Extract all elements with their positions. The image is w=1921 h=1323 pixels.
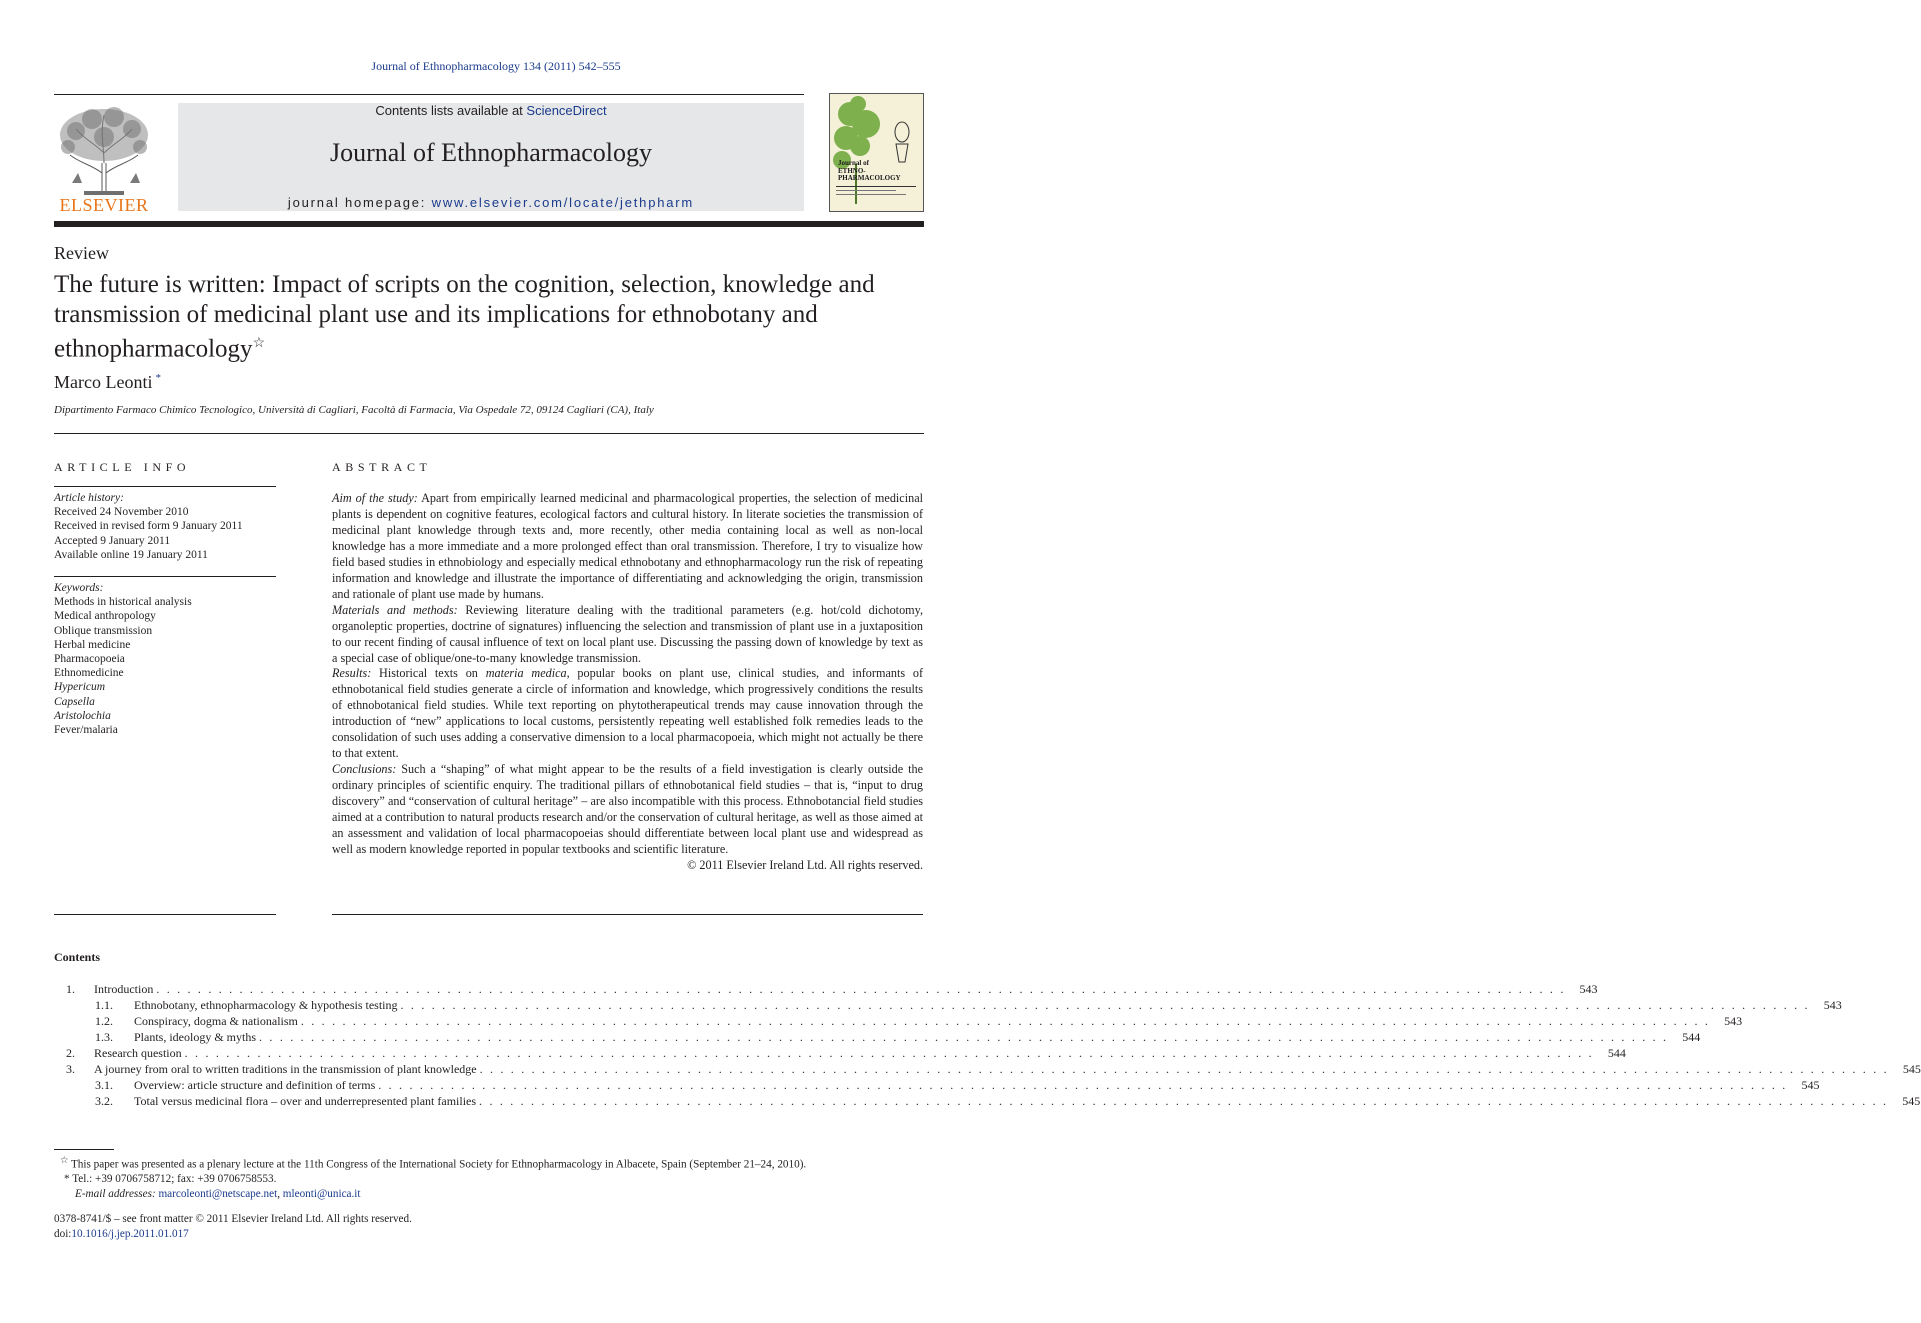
footnote-star-mark: ☆ (60, 1156, 69, 1166)
toc-entry[interactable] (54, 1013, 1743, 1029)
toc-number: 3.1. (95, 1078, 113, 1092)
results-term: materia medica (485, 666, 567, 681)
article-history-label: Article history: (54, 492, 124, 504)
keyword-item: Pharmacopoeia (54, 653, 125, 666)
abstract-results (332, 666, 923, 762)
journal-homepage-line (178, 195, 804, 210)
abstract-heading: ABSTRACT (332, 460, 432, 474)
author-name[interactable]: Marco Leonti (54, 372, 153, 392)
toc-entry[interactable] (54, 1029, 1701, 1045)
toc-page[interactable]: 545 (1902, 1094, 1921, 1108)
toc-number: 2. (66, 1046, 75, 1060)
keyword-item: Fever/malaria (54, 724, 118, 737)
toc-number: 1.3. (95, 1030, 113, 1044)
toc-number: 1.2. (95, 1014, 113, 1028)
title-footnote-mark[interactable]: ☆ (252, 336, 266, 351)
results-text-a: Historical texts on (371, 666, 486, 681)
keywords-label: Keywords: (54, 582, 104, 594)
aim-text: Apart from empirically learned medicinal and pharmacological properties, the selection of medicinal plants is dependent on cognitive features, ecological factors and cultural history. In literate societies the transmission of medicinal plant knowledge through texts and, more recently, other media containing local as well as non-local knowledge has a more immediate and a more prolonged effect than oral transmission. Therefore, I try to visualize how field based studies in ethnobiology and especially medical ethnobotany and ethnopharmacology run the risk of repeating information and knowledge and illustrate the importance of differentiating and acknowledging the origin, transmission and rationale of plant use made by humans. (332, 491, 923, 601)
toc-number: 3. (66, 1062, 75, 1076)
keyword-item: Ethnomedicine (54, 667, 124, 680)
abstract-body (332, 491, 923, 874)
toc-title[interactable]: Introduction (94, 982, 154, 996)
keywords-rule (54, 576, 276, 577)
toc-title[interactable]: Plants, ideology & myths (134, 1030, 257, 1044)
author-line (54, 372, 161, 393)
homepage-label: journal homepage: (287, 195, 432, 210)
toc-entry[interactable] (54, 1061, 1921, 1077)
abstract-aim (332, 491, 923, 603)
history-item: Received 24 November 2010 (54, 506, 189, 519)
email-link[interactable]: marcoleonti@netscape.net (158, 1187, 278, 1200)
results-text-b: , popular books on plant use, clinical studies, and informants of ethnobotanical field studies generate a circle of information and knowledge, which progressively conditions the results of ethnobotanical field studies. While text reporting on phytotherapeutical trends may cause innovation through the introduction of “new” applications to local customs, persistently repeating well established folk remedies leads to the consolidation of such uses adding a conservative dimension to a local pharmacopoeia, which might not actually be there to that extent. (332, 666, 924, 761)
toc-title[interactable]: A journey from oral to written traditions in the transmission of plant knowledge (94, 1062, 477, 1076)
article-history (54, 491, 276, 562)
article-title-text: The future is written: Impact of scripts on the cognition, selection, knowledge and transmission of medicinal plant use and its implications for ethnobotany and ethnopharmacology (54, 271, 875, 363)
toc-leader: . . . . . . . . . . . . . . . . . . . . . . . . . . . . . . . . . . . . . . . . . . . . . . . . . . . . . . . . . . . . . . . . . . . . . . . . . . . . . . . . . . . . . . . . . . . . . . . . . . . . . . . . . . . . . . . . . . . . . . . . . . . . . . . . . . . . . . . . (300, 1014, 1711, 1028)
footnote-asterisk (54, 1172, 806, 1187)
toc-title[interactable]: Overview: article structure and definition of terms (134, 1078, 376, 1092)
toc-page[interactable]: 543 (1724, 1014, 1743, 1028)
front-matter-footer (54, 1212, 412, 1242)
article-title (54, 270, 934, 364)
header-thick-rule (54, 221, 924, 227)
history-item: Accepted 9 January 2011 (54, 534, 171, 547)
results-label: Results: (332, 666, 372, 681)
toc-page[interactable]: 543 (1579, 982, 1598, 996)
toc-title[interactable]: Ethnobotany, ethnopharmacology & hypothesis testing (134, 998, 398, 1012)
toc-entry[interactable] (54, 1045, 1626, 1061)
methods-text: Reviewing literature dealing with the traditional parameters (e.g. hot/cold dichotomy, organoleptic properties, doctrine of signatures) influencing the selection and transmission of plant use in a juxtaposition to our recent finding of causal influence of text on local plant use. Discussing the passing down of knowledge by text as a special case of oblique/one-to-many knowledge transmission. (332, 602, 923, 665)
toc-page[interactable]: 543 (1823, 998, 1842, 1012)
toc-number: 1.1. (95, 998, 113, 1012)
footnote-asterisk-text: Tel.: +39 0706758712; fax: +39 0706758553. (69, 1173, 277, 1186)
toc-entry[interactable] (54, 981, 1598, 997)
title-divider (54, 433, 924, 434)
journal-citation[interactable]: Journal of Ethnopharmacology 134 (2011) 542–555 (371, 59, 621, 73)
toc-page[interactable]: 544 (1607, 1046, 1626, 1060)
email-label: E-mail addresses: (75, 1187, 156, 1200)
footnote-emails (54, 1187, 806, 1202)
contents-available-text: Contents lists available at (375, 103, 527, 118)
cover-line-1: Journal of (838, 159, 869, 167)
toc-leader: . . . . . . . . . . . . . . . . . . . . . . . . . . . . . . . . . . . . . . . . . . . . . . . . . . . . . . . . . . . . . . . . . . . . . . . . . . . . . . . . . . . . . . . . . . . . . . . . . . . . . . . . . . . . . . . . . . . . . . . . . . . . . . . . . . . . . . . . (156, 982, 1566, 996)
doi-label: doi: (54, 1228, 72, 1240)
keywords-list (54, 581, 276, 737)
corresponding-author-mark[interactable]: * (155, 372, 161, 384)
conclusions-text: Such a “shaping” of what might appear to be the results of a field investigation is clearly outside the ordinary principles of scientific enquiry. The traditional pillars of ethnobotanical field studies – that is, “input to drug discovery” and “conservation of cultural heritage” – are also incompatible with this process. Ethnobotancial field studies aimed at a contribution to natural products research and/or the conservation of cultural heritage, as well as those aimed at an assessment and validation of local pharmacopoeias should differentiate between local plant use and widespread as well as modern knowledge reported in popular textbooks and scientific literature. (332, 762, 923, 856)
doi-line (54, 1227, 412, 1242)
author-affiliation: Dipartimento Farmaco Chimico Tecnologico, Università di Cagliari, Facoltà di Farmacia, Via Ospedale 72, 09124 Cagliari (CA), Italy (54, 404, 654, 416)
email-separator: , (277, 1187, 283, 1200)
toc-number: 1. (66, 982, 75, 996)
conclusions-label: Conclusions: (332, 762, 397, 777)
issn-line: 0378-8741/$ – see front matter © 2011 Elsevier Ireland Ltd. All rights reserved. (54, 1213, 412, 1225)
keyword-item: Oblique transmission (54, 624, 153, 637)
abstract-conclusions (332, 762, 923, 858)
journal-name: Journal of Ethnopharmacology (329, 138, 653, 167)
footnote-rule (54, 1149, 114, 1150)
toc-leader: . . . . . . . . . . . . . . . . . . . . . . . . . . . . . . . . . . . . . . . . . . . . . . . . . . . . . . . . . . . . . . . . . . . . . . . . . . . . . . . . . . . . . . . . . . . . . . . . . . . . . . . . . . . . . . . . . . . . . . . . . . . . . . . . . . . . . . . . (479, 1094, 1889, 1108)
footnote-asterisk-mark: * (64, 1173, 70, 1186)
toc-leader: . . . . . . . . . . . . . . . . . . . . . . . . . . . . . . . . . . . . . . . . . . . . . . . . . . . . . . . . . . . . . . . . . . . . . . . . . . . . . . . . . . . . . . . . . . . . . . . . . . . . . . . . . . . . . . . . . . . . . . . . . . . . . . . . . . . . . . . . (378, 1078, 1788, 1092)
toc-entry[interactable] (54, 1077, 1820, 1093)
toc-entry[interactable] (54, 997, 1842, 1013)
toc-title[interactable]: Conspiracy, dogma & nationalism (134, 1014, 298, 1028)
article-info-rule (54, 486, 276, 487)
toc-page[interactable]: 545 (1801, 1078, 1820, 1092)
sciencedirect-link[interactable]: ScienceDirect (526, 103, 607, 118)
keyword-item: Medical anthropology (54, 610, 156, 623)
article-info-bottom-rule (54, 914, 276, 915)
toc-title[interactable]: Research question (94, 1046, 182, 1060)
article-type: Review (54, 243, 109, 263)
abstract-bottom-rule (332, 914, 923, 915)
cover-line-2: ETHNO- (838, 166, 866, 175)
header-top-rule (54, 94, 804, 95)
table-of-contents (54, 981, 1921, 1109)
toc-page[interactable]: 545 (1902, 1062, 1921, 1076)
homepage-link[interactable]: www.elsevier.com/locate/jethpharm (431, 195, 695, 210)
footnote-star (54, 1154, 806, 1172)
elsevier-wordmark: ELSEVIER (59, 195, 149, 215)
footnotes (54, 1154, 806, 1201)
contents-heading: Contents (54, 950, 101, 964)
toc-page[interactable]: 544 (1682, 1030, 1701, 1044)
abstract-methods (332, 603, 923, 667)
toc-leader: . . . . . . . . . . . . . . . . . . . . . . . . . . . . . . . . . . . . . . . . . . . . . . . . . . . . . . . . . . . . . . . . . . . . . . . . . . . . . . . . . . . . . . . . . . . . . . . . . . . . . . . . . . . . . . . . . . . . . . . . . . . . . . . . . . . . . . . . (184, 1046, 1594, 1060)
toc-number: 3.2. (95, 1094, 113, 1108)
keyword-item: Capsella (54, 695, 95, 708)
toc-leader: . . . . . . . . . . . . . . . . . . . . . . . . . . . . . . . . . . . . . . . . . . . . . . . . . . . . . . . . . . . . . . . . . . . . . . . . . . . . . . . . . . . . . . . . . . . . . . . . . . . . . . . . . . . . . . . . . . . . . . . . . . . . . . . . . . . . . . . . (479, 1062, 1889, 1076)
elsevier-logo[interactable] (54, 103, 154, 215)
footnote-star-text: This paper was presented as a plenary lecture at the 11th Congress of the International Society for Ethnopharmacology in Albacete, Spain (September 21–24, 2010). (68, 1158, 807, 1171)
keyword-item: Hypericum (54, 681, 106, 694)
email-link[interactable]: mleonti@unica.it (282, 1187, 361, 1200)
methods-label: Materials and methods: (332, 602, 458, 617)
journal-cover-thumbnail[interactable] (829, 93, 924, 212)
cover-line-3: PHARMACOLOGY (838, 174, 901, 182)
keyword-item: Herbal medicine (54, 638, 131, 651)
history-item: Available online 19 January 2011 (54, 548, 208, 561)
toc-title[interactable]: Total versus medicinal flora – over and underrepresented plant families (134, 1094, 477, 1108)
article-info-heading: ARTICLE INFO (54, 460, 191, 474)
abstract-copyright: © 2011 Elsevier Ireland Ltd. All rights reserved. (687, 857, 923, 872)
aim-label: Aim of the study: (332, 491, 418, 505)
keyword-item: Methods in historical analysis (54, 596, 192, 609)
contents-available-line (178, 103, 804, 118)
cover-art-icon (830, 94, 923, 211)
keyword-item: Aristolochia (54, 709, 111, 722)
toc-leader: . . . . . . . . . . . . . . . . . . . . . . . . . . . . . . . . . . . . . . . . . . . . . . . . . . . . . . . . . . . . . . . . . . . . . . . . . . . . . . . . . . . . . . . . . . . . . . . . . . . . . . . . . . . . . . . . . . . . . . . . . . . . . . . . . . . . . . . . (259, 1030, 1669, 1044)
doi-link[interactable]: 10.1016/j.jep.2011.01.017 (71, 1228, 189, 1240)
toc-leader: . . . . . . . . . . . . . . . . . . . . . . . . . . . . . . . . . . . . . . . . . . . . . . . . . . . . . . . . . . . . . . . . . . . . . . . . . . . . . . . . . . . . . . . . . . . . . . . . . . . . . . . . . . . . . . . . . . . . . . . . . . . . . . . . . . . . . . . . (400, 998, 1810, 1012)
toc-entry[interactable] (54, 1093, 1921, 1109)
history-item: Received in revised form 9 January 2011 (54, 520, 243, 533)
